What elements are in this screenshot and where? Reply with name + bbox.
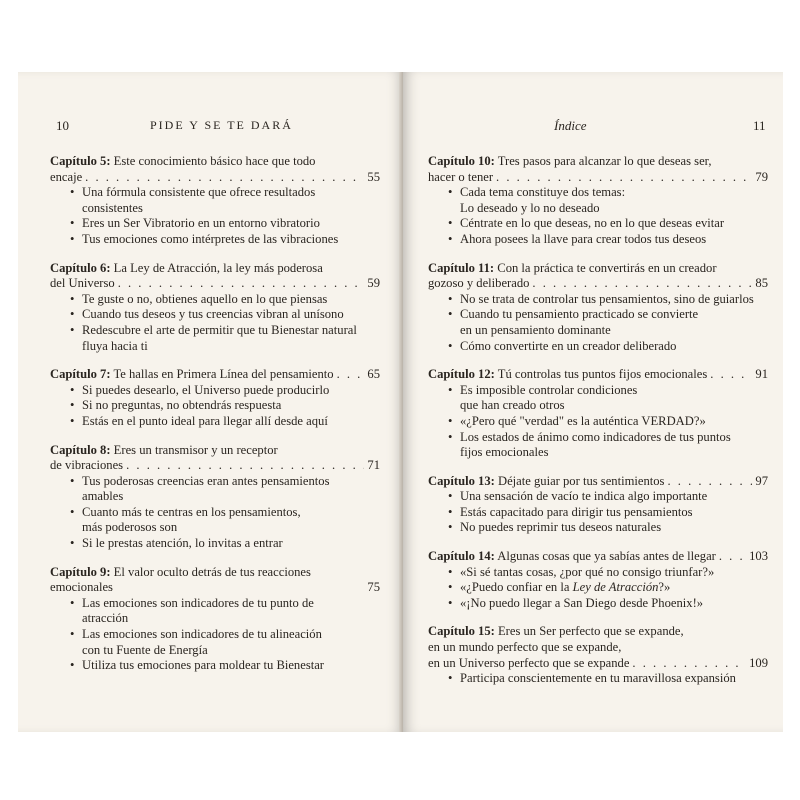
- leader-dots: [719, 549, 746, 565]
- chapter-label: Capítulo 9:: [50, 564, 111, 579]
- chapter-label: Capítulo 15:: [428, 624, 495, 639]
- list-item-cont: fluya hacia ti: [82, 338, 148, 353]
- page-number: 10: [56, 118, 69, 133]
- leader-dots: [710, 367, 752, 383]
- list-item: • Tus emociones como intérpretes de las vibraciones: [70, 232, 380, 248]
- list-item: • Si puedes desearlo, el Universo puede producirlo: [70, 383, 380, 399]
- chapter-label: Capítulo 11:: [428, 260, 495, 275]
- chapter-title: Algunas cosas que ya sabías antes de llegar: [494, 549, 716, 564]
- section-list: [428, 292, 768, 354]
- chapter-label: Capítulo 14:: [428, 549, 495, 564]
- chapter-title: Eres un Ser perfecto que se expande,: [494, 624, 684, 639]
- chapter-title-cont: en un mundo perfecto que se expande,: [428, 640, 622, 655]
- toc-entry-chapter-9[interactable]: [50, 565, 380, 674]
- leader-dots: [337, 367, 365, 383]
- chapter-title-cont: de vibraciones: [50, 458, 124, 473]
- list-item: • «¿Pero qué "verdad" es la auténtica VERDAD?»: [448, 414, 768, 430]
- list-item-cont: amables: [82, 489, 124, 504]
- list-item: • Si no preguntas, no obtendrás respuesta: [70, 398, 380, 414]
- page-ref: 75: [367, 580, 380, 595]
- page-ref: 79: [755, 169, 768, 184]
- list-item: • Una sensación de vacío te indica algo importante: [448, 489, 768, 505]
- page-ref: 85: [755, 276, 768, 291]
- chapter-title: Este conocimiento básico hace que todo: [110, 154, 316, 168]
- chapter-title-cont: emocionales: [50, 580, 113, 595]
- page-number: 11: [753, 118, 766, 133]
- list-item: • Cómo convertirte en un creador deliberado: [448, 339, 768, 355]
- list-item-cont: en un pensamiento dominante: [460, 322, 611, 337]
- list-item-italic: Ley de Atracción: [572, 580, 659, 595]
- list-item: • Si le prestas atención, lo invitas a entrar: [70, 536, 380, 552]
- toc-entry-chapter-6[interactable]: [50, 261, 380, 355]
- leader-dots: [118, 276, 365, 292]
- toc-entry-chapter-8[interactable]: [50, 443, 380, 552]
- chapter-title: Con la práctica te convertirás en un creador: [494, 260, 717, 275]
- chapter-title: La Ley de Atracción, la ley más poderosa: [110, 260, 323, 275]
- list-item: • Las emociones son indicadores de tu alineación: [70, 627, 380, 643]
- list-item: • Cuanto más te centras en los pensamientos,: [70, 505, 380, 521]
- toc-entry-chapter-11[interactable]: [428, 261, 768, 355]
- toc-list: [50, 154, 380, 687]
- list-item: • Las emociones son indicadores de tu punto de: [70, 596, 380, 612]
- list-item-text: «¿Puedo confiar en la: [460, 580, 573, 595]
- list-item-cont: Lo deseado y lo no deseado: [460, 200, 600, 215]
- page-ref: 97: [755, 473, 768, 488]
- toc-entry-chapter-10[interactable]: [428, 154, 768, 248]
- leader-dots: [667, 474, 752, 490]
- left-page-header: [18, 118, 403, 138]
- chapter-label: Capítulo 5:: [50, 154, 111, 168]
- toc-entry-chapter-12[interactable]: [428, 367, 768, 461]
- list-item: • Te guste o no, obtienes aquello en lo que piensas: [70, 292, 380, 308]
- list-item: [448, 580, 768, 596]
- running-head: Índice: [554, 118, 587, 133]
- list-item: • Estás en el punto ideal para llegar allí desde aquí: [70, 414, 380, 430]
- page-ref: 109: [749, 655, 768, 670]
- list-item: • Redescubre el arte de permitir que tu Bienestar natural: [70, 323, 380, 339]
- list-item: • Participa conscientemente en tu maravillosa expansión: [448, 671, 768, 687]
- leader-dots: [632, 656, 746, 672]
- section-list: [50, 596, 380, 674]
- chapter-title-cont: hacer o tener: [428, 169, 494, 184]
- list-item-cont: que han creado otros: [460, 398, 565, 413]
- page-ref: 55: [367, 169, 380, 184]
- list-item: • Cada tema constituye dos temas:: [448, 185, 768, 201]
- running-head: PIDE Y SE TE DARÁ: [150, 118, 293, 132]
- chapter-title: Te hallas en Primera Línea del pensamiento: [110, 367, 334, 382]
- toc-entry-chapter-13[interactable]: [428, 474, 768, 536]
- section-list: [428, 671, 768, 687]
- list-item: • Utiliza tus emociones para moldear tu Bienestar: [70, 658, 380, 674]
- section-list: [428, 565, 768, 612]
- chapter-title: Tú controlas tus puntos fijos emocionales: [494, 367, 708, 382]
- list-item: • Los estados de ánimo como indicadores de tus puntos: [448, 430, 768, 446]
- chapter-label: Capítulo 13:: [428, 473, 495, 488]
- toc-list: [428, 154, 768, 700]
- list-item-cont: fijos emocionales: [460, 445, 549, 460]
- list-item: • No puedes reprimir tus deseos naturales: [448, 520, 768, 536]
- chapter-title: Déjate guiar por tus sentimientos: [494, 473, 665, 488]
- section-list: [428, 383, 768, 461]
- list-item: • Estás capacitado para dirigir tus pensamientos: [448, 505, 768, 521]
- list-item: • Céntrate en lo que deseas, no en lo que deseas evitar: [448, 216, 768, 232]
- section-list: [428, 185, 768, 247]
- chapter-title: Eres un transmisor y un receptor: [110, 442, 278, 457]
- page-ref: 103: [749, 549, 768, 564]
- page-ref: 65: [367, 367, 380, 382]
- chapter-label: Capítulo 12:: [428, 367, 495, 382]
- right-page: [403, 72, 783, 732]
- chapter-label: Capítulo 7:: [50, 367, 111, 382]
- section-list: [50, 383, 380, 430]
- page-ref: 71: [367, 458, 380, 473]
- chapter-label: Capítulo 8:: [50, 442, 111, 457]
- list-item: • «¡No puedo llegar a San Diego desde Phoenix!»: [448, 596, 768, 612]
- list-item: • Cuando tu pensamiento practicado se convierte: [448, 307, 768, 323]
- page-ref: 91: [755, 367, 768, 382]
- chapter-label: Capítulo 6:: [50, 260, 111, 275]
- section-list: [428, 489, 768, 536]
- chapter-title-cont: del Universo: [50, 276, 115, 291]
- list-item: • «Si sé tantas cosas, ¿por qué no consigo triunfar?»: [448, 565, 768, 581]
- list-item-text: ?»: [658, 580, 671, 595]
- chapter-title: El valor oculto detrás de tus reacciones: [110, 564, 311, 579]
- chapter-label: Capítulo 10:: [428, 154, 495, 168]
- leader-dots: [532, 276, 752, 292]
- list-item: • Tus poderosas creencias eran antes pensamientos: [70, 474, 380, 490]
- toc-entry-chapter-7[interactable]: [50, 367, 380, 429]
- page-ref: 59: [367, 276, 380, 291]
- chapter-title-cont: encaje: [50, 169, 83, 184]
- right-page-header: [403, 118, 783, 138]
- list-item: • Una fórmula consistente que ofrece resultados: [70, 185, 380, 201]
- left-page: [18, 72, 403, 732]
- toc-entry-chapter-5[interactable]: [50, 154, 380, 248]
- list-item-cont: con tu Fuente de Energía: [82, 642, 208, 657]
- list-item-cont: consistentes: [82, 200, 143, 215]
- chapter-title: Tres pasos para alcanzar lo que deseas ser,: [494, 154, 712, 168]
- list-item-cont: más poderosos son: [82, 520, 178, 535]
- section-list: [50, 292, 380, 354]
- list-item: • Eres un Ser Vibratorio en un entorno vibratorio: [70, 216, 380, 232]
- section-list: [50, 474, 380, 552]
- list-item: • Cuando tus deseos y tus creencias vibran al unísono: [70, 307, 380, 323]
- list-item-cont: atracción: [82, 611, 129, 626]
- chapter-title-cont: en un Universo perfecto que se expande: [428, 655, 630, 670]
- toc-entry-chapter-15[interactable]: [428, 624, 768, 686]
- leader-dots: [126, 458, 364, 474]
- list-item: • Es imposible controlar condiciones: [448, 383, 768, 399]
- toc-entry-chapter-14[interactable]: [428, 549, 768, 611]
- chapter-title-cont: gozoso y deliberado: [428, 276, 530, 291]
- list-item: • No se trata de controlar tus pensamientos, sino de guiarlos: [448, 292, 768, 308]
- leader-dots: [496, 170, 752, 186]
- list-item: • Ahora posees la llave para crear todos tus deseos: [448, 232, 768, 248]
- section-list: [50, 185, 380, 247]
- leader-dots: [85, 170, 364, 186]
